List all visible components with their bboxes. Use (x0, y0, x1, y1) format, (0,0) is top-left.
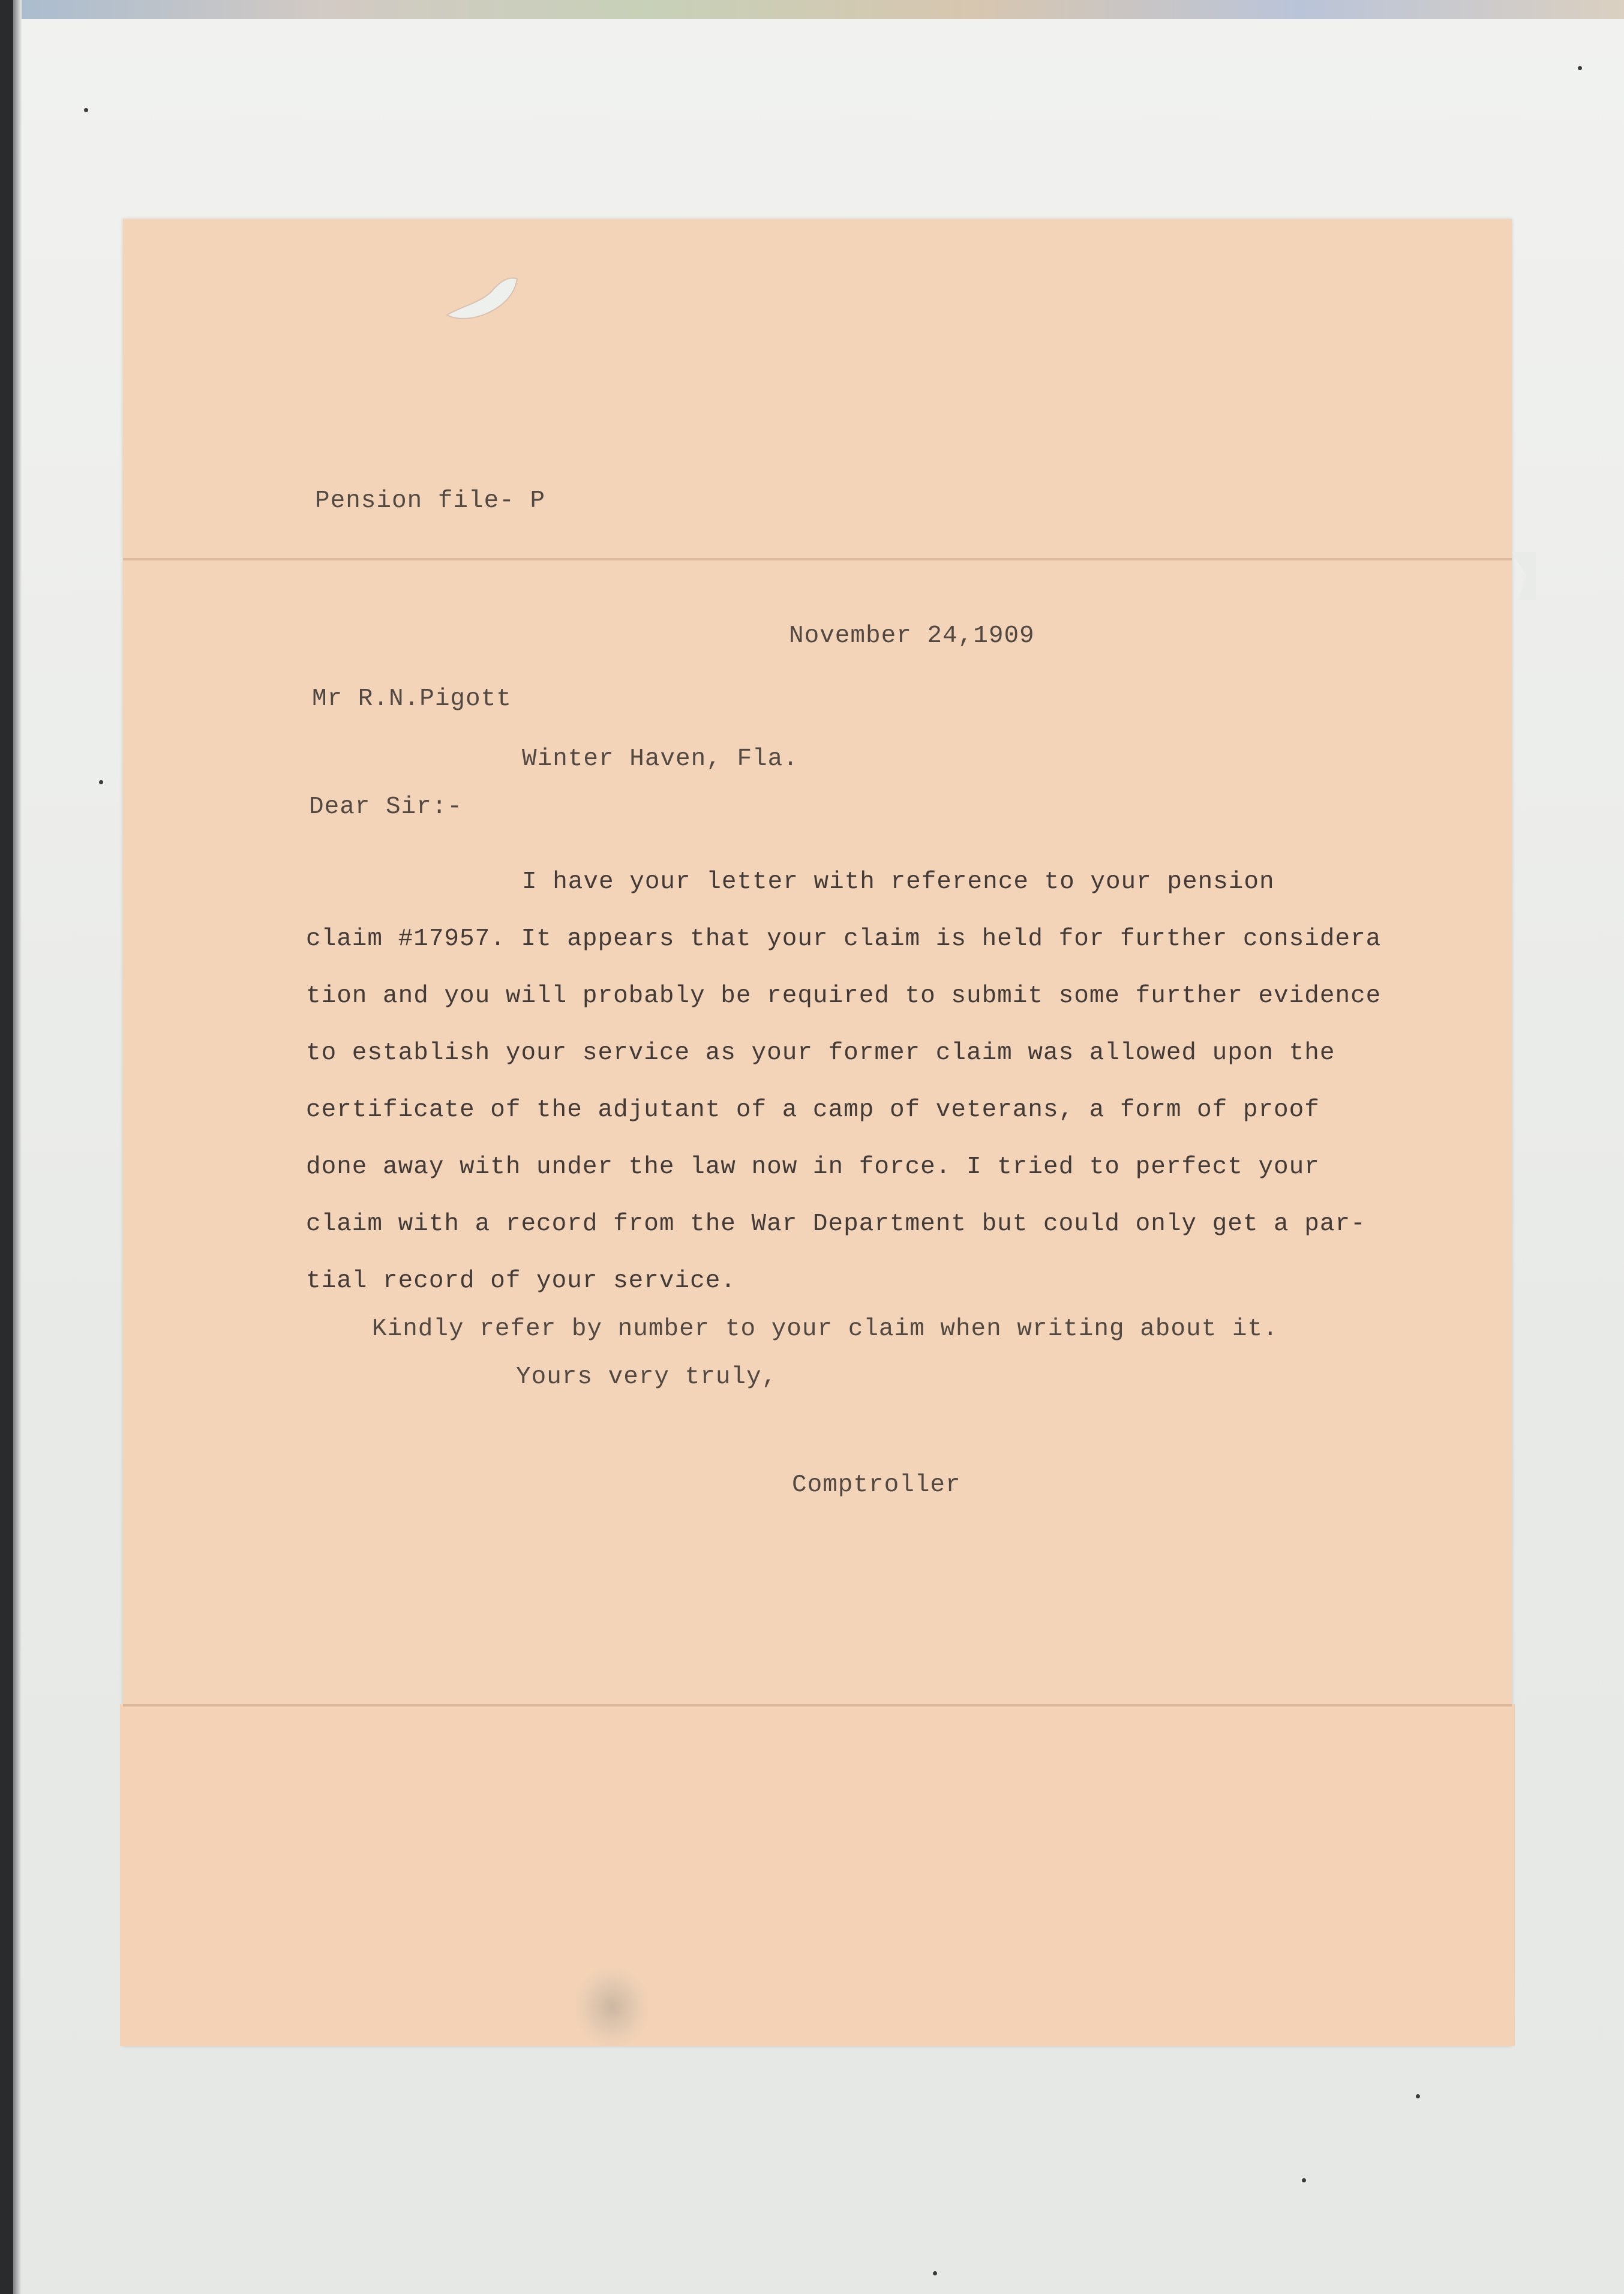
paper-fold-line (123, 1704, 1512, 1707)
recipient-address: Winter Haven, Fla. (522, 745, 799, 773)
paper-edge-nick (1500, 552, 1536, 600)
body-line: claim #17957. It appears that your claim is held for further considera (306, 925, 1382, 953)
scanner-left-edge-shadow (13, 0, 22, 2294)
letter-page-lower-panel (120, 1704, 1515, 2046)
dust-speck (1416, 2094, 1420, 2098)
paper-tear-hole (444, 273, 522, 327)
letter-date: November 24,1909 (789, 622, 1035, 650)
dust-speck (1578, 66, 1582, 70)
body-line: to establish your service as your former claim was allowed upon the (306, 1039, 1335, 1067)
paper-smudge (576, 1968, 648, 2046)
recipient-name: Mr R.N.Pigott (312, 685, 512, 713)
body-line: done away with under the law now in force. I tried to perfect your (306, 1153, 1320, 1181)
dust-speck (84, 108, 88, 112)
body-line: certificate of the adjutant of a camp of veterans, a form of proof (306, 1096, 1320, 1124)
dust-speck (933, 2271, 937, 2275)
signature-title: Comptroller (792, 1471, 961, 1499)
scanner-left-edge (0, 0, 13, 2294)
body-line: I have your letter with reference to your pension (522, 868, 1275, 896)
dust-speck (1302, 2178, 1306, 2182)
dust-speck (99, 780, 103, 784)
scanner-top-strip (0, 0, 1624, 19)
valediction: Yours very truly, (516, 1363, 778, 1391)
body-line: claim with a record from the War Department but could only get a par- (306, 1210, 1366, 1238)
body-line: tion and you will probably be required to submit some further evidence (306, 982, 1382, 1010)
file-reference: Pension file- P (315, 487, 546, 515)
salutation: Dear Sir:- (309, 793, 463, 821)
body-line: tial record of your service. (306, 1267, 736, 1295)
closing-instruction: Kindly refer by number to your claim when writing about it. (372, 1315, 1278, 1343)
paper-fold-line (123, 558, 1512, 560)
